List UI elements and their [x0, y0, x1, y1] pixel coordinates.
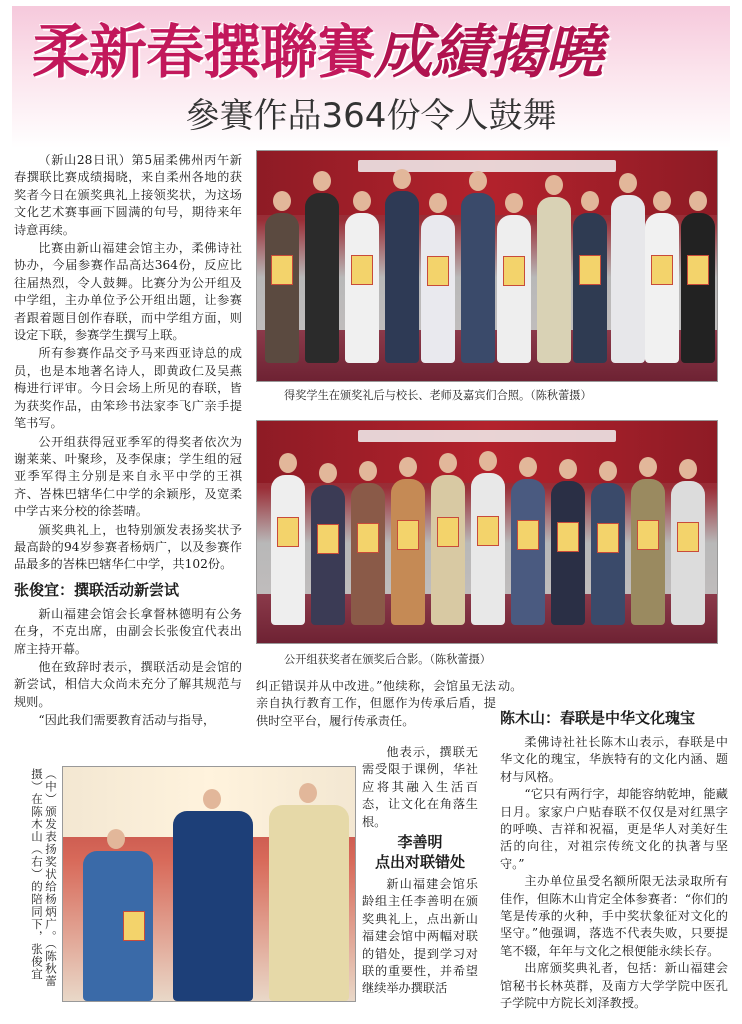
paragraph: （新山28日讯）第5届柔佛州丙午新春撰联比赛成绩揭晓，来自柔州各地的获奖者今日在颁奖典礼上接领奖状，为这场文化艺术赛事画下圆满的句号，期待来年诗意再续。 — [14, 153, 242, 237]
subheadline: 參賽作品364份令人鼓舞 — [185, 96, 557, 136]
paragraph: 新山福建会馆乐龄组主任李善明在颁奖典礼上，点出新山福建会馆中两幅对联的错处，提到学习对联的重要性，并希望继续举办撰联活 — [362, 877, 478, 996]
section-title-line: 李善明 — [397, 833, 443, 851]
photo-caption: 公开组获奖者在颁奖后合影。（陈秋蕾摄） — [284, 653, 491, 666]
section-title: 张俊宜：撰联活动新尝试 — [14, 580, 180, 599]
headline-main: 柔新春撰聯賽 — [32, 18, 375, 86]
paragraph: 主办单位虽受名额所限无法录取所有佳作，但陈木山肯定全体参赛者：“你们的笔是传承的火种，手中奖状象征对文化的坚守。”他强调，落选不代表失败，只要提笔不辍，年年与文化之根便能永续长存。 — [500, 874, 728, 958]
photo-vertical-caption: （中）颁发表扬奖状给杨炳广。（陈秋蕾摄）在陈木山（右）的陪同下，张俊宜 — [30, 768, 58, 988]
paragraph: 公开组获得冠亚季军的得奖者依次为谢莱莱、叶聚珍，及李保康；学生组的冠亚季军得主分别是来自永平中学的王祺齐、峇株巴辖华仁中学的余颖彤，及宽柔中学古来分校的徐荟晴。 — [14, 434, 242, 519]
headline-highlight: 成績揭曉 — [374, 18, 603, 86]
photo-students-group — [256, 150, 718, 382]
continued-text-end — [498, 678, 538, 695]
photo-open-category-group — [256, 420, 718, 644]
paragraph: 出席颁奖典礼者，包括：新山福建会馆秘书长林英群，及南方大学学院中医孔子学院中方院长刘泽教授。 — [500, 961, 728, 1011]
paragraph: 柔佛诗社社长陈木山表示，春联是中华文化的瑰宝，华族特有的文化内涵、题材与风格。 — [500, 735, 728, 784]
headline — [32, 16, 722, 88]
section-title: 陈木山：春联是中华文化瑰宝 — [500, 709, 696, 727]
article-header — [12, 6, 730, 148]
left-column — [14, 152, 242, 731]
paragraph: 他表示，撰联无需受限于课例，华社应将其融入生活百态，让文化在角落生根。 — [362, 745, 478, 829]
continued-text — [256, 678, 496, 730]
paragraph: 新山福建会馆会长拿督林德明有公务在身，不克出席，由副会长张俊宜代表出席主持开幕。 — [14, 606, 242, 656]
paragraph: 所有参赛作品交予马来西亚诗总的成员，也是本地著名诗人，即黄政仁及吴燕梅进行评审。今日会场上所见的春联，皆为获奖作品，由笨珍书法家李飞广亲手提笔书写。 — [14, 346, 242, 431]
photo-award-presentation — [62, 766, 356, 1002]
paragraph: 动。 — [498, 679, 523, 693]
paragraph: 比赛由新山福建会馆主办，柔佛诗社协办，今届参赛作品高达364份，反应比往届热烈，令人鼓舞。比赛分为公开组及中学组，主办单位予公开组出题，让参赛者跟着题目创作春联，而中学组方面，则设定下联，参赛学生撰写上联。 — [14, 241, 242, 343]
paragraph: “它只有两行字，却能容纳乾坤，能藏日月。家家户户贴春联不仅仅是对红黑字的呼唤、吉祥和祝福，更是华人对美好生活的向往，对祖宗传统文化的执著与坚守。” — [500, 787, 728, 871]
paragraph: “因此我们需要教育活动与指导， — [38, 713, 216, 728]
paragraph: 颁奖典礼上，也特别颁发表扬奖状予最高龄的94岁参赛者杨炳广，以及参赛作品最多的峇株巴辖华仁中学，共102份。 — [14, 522, 242, 572]
paragraph: 纠正错误并从中改进。”他续称，会馆虽无法亲自执行教育工作，但愿作为传承后盾，提供时空平台，履行传承责任。 — [256, 679, 496, 728]
middle-column-text — [362, 744, 478, 831]
section-title-line: 点出对联错处 — [374, 853, 465, 871]
right-column-text — [500, 734, 728, 1013]
photo-caption: 得奖学生在颁奖礼后与校长、老师及嘉宾们合照。（陈秋蕾摄） — [284, 389, 592, 402]
middle-column-text — [362, 876, 478, 998]
section-title — [362, 832, 478, 872]
paragraph: 他在致辞时表示，撰联活动是会馆的新尝试，相信大众尚未充分了解其规范与规则。 — [14, 659, 242, 709]
